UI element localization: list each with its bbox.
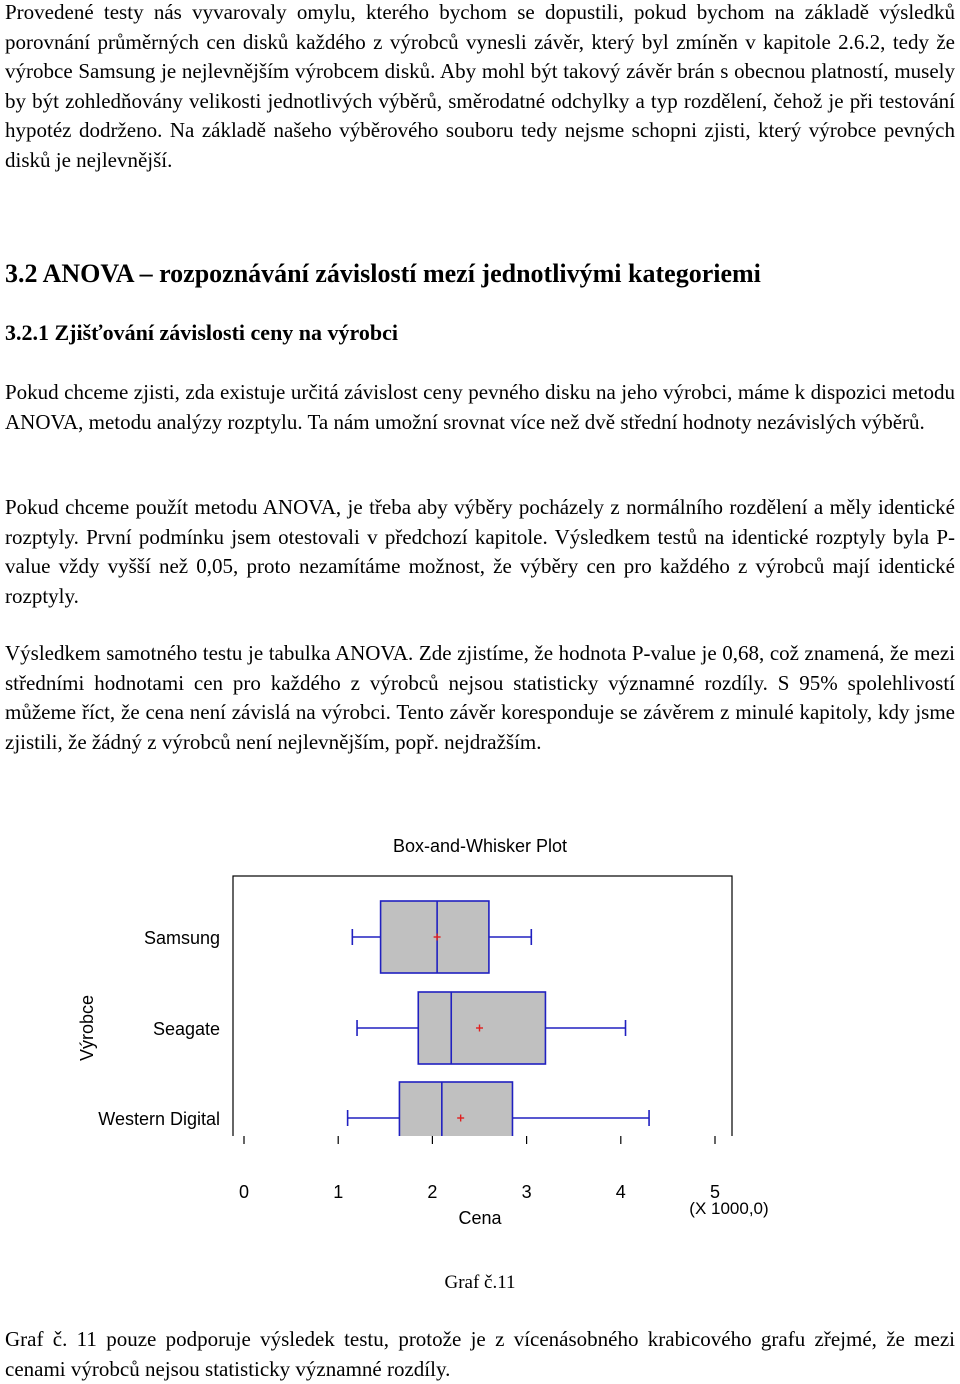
subsection-heading: 3.2.1 Zjišťování závislosti ceny na výrobci: [5, 320, 399, 345]
paragraph-anova-conditions: Pokud chceme použít metodu ANOVA, je třeba aby výběry pocházely z normálního rozdělení a měly identické rozptyly. První podmínku jsem otestovali v předchozí kapitole. Výsledkem testů na identické rozptyly byla P-value vždy vyšší než 0,05, proto nezamítáme možnost, že výběry cen pro každého z výrobců mají identické rozptyly.: [5, 495, 955, 608]
x-tick-label-2: 2: [427, 1182, 438, 1202]
chart-title: Box-and-Whisker Plot: [392, 836, 568, 856]
figure-caption: Graf č.11: [444, 1272, 516, 1293]
box-group-seagate: [153, 992, 626, 1064]
x-tick-label-5: 5: [709, 1182, 721, 1202]
x-axis-multiplier: (X 1000,0): [689, 1199, 769, 1218]
box-western-digital: [399, 1082, 512, 1136]
x-axis-area: [0, 1136, 960, 1246]
paragraph-intro: Provedené testy nás vyvarovaly omylu, kterého bychom se dopustili, pokud bychom na základě výsledků porovnání průměrných cen disků každého z výrobců vynesli závěr, který byl zmíněn v kapitole 2.6.2, tedy že výrobce Samsung je nejlevnějším výrobcem disků. Aby mohl být takový závěr brán s obecnou platností, musely by být zohledňovány velikosti jednotlivých výběrů, směrodatné odchylky a typ rozdělení, čehož je při testování hypotéz dodrženo. Na základě našeho výběrového souboru tedy nejsme schopni zjisti, který výrobce pevných disků je nejlevnější.: [5, 0, 955, 172]
x-tick-label-4: 4: [615, 1182, 626, 1202]
y-axis-label: Výrobce: [77, 994, 97, 1062]
x-axis-canvas: [0, 1136, 960, 1246]
x-axis-label: Cena: [458, 1208, 502, 1228]
category-label-samsung: Samsung: [143, 928, 220, 948]
category-label-western-digital: Western Digital: [98, 1109, 220, 1129]
paragraph-conclusion: Graf č. 11 pouze podporuje výsledek testu, protože je z vícenásobného krabicového grafu zřejmé, že mezi cenami výrobců nejsou statisticky významné rozdíly.: [5, 1327, 955, 1381]
section-heading: 3.2 ANOVA – rozpoznávání závislostí mezí jednotlivými kategoriemi: [5, 259, 761, 288]
box-group-western-digital: [98, 1082, 649, 1136]
category-label-seagate: Seagate: [152, 1019, 220, 1039]
box-whisker-chart: [0, 826, 960, 1136]
paragraph-anova-method: Pokud chceme zjisti, zda existuje určitá závislost ceny pevného disku na jeho výrobci, máme k dispozici metodu ANOVA, metodu analýzy rozptylu. Ta nám umožní srovnat více než dvě střední hodnoty nezávislých výběrů.: [5, 380, 955, 434]
x-tick-label-1: 1: [333, 1182, 344, 1202]
plot-layer: [98, 901, 649, 1136]
x-tick-label-3: 3: [521, 1182, 532, 1202]
chart-canvas: [0, 826, 960, 1136]
paragraph-anova-result: Výsledkem samotného testu je tabulka ANOVA. Zde zjistíme, že hodnota P-value je 0,68, což znamená, že mezi středními hodnotami cen pro každého z výrobců nejsou statisticky významné rozdíly. S 95% spolehlivostí můžeme říct, že cena není závislá na výrobci. Tento závěr koresponduje se závěrem z minulé kapitoly, kdy jsme zjistili, že žádný z výrobců není nejlevnějším, popř. nejdražším.: [5, 641, 955, 754]
box-group-samsung: [144, 901, 531, 973]
x-axis-layer: [239, 1136, 720, 1202]
x-tick-label-0: 0: [238, 1182, 250, 1202]
